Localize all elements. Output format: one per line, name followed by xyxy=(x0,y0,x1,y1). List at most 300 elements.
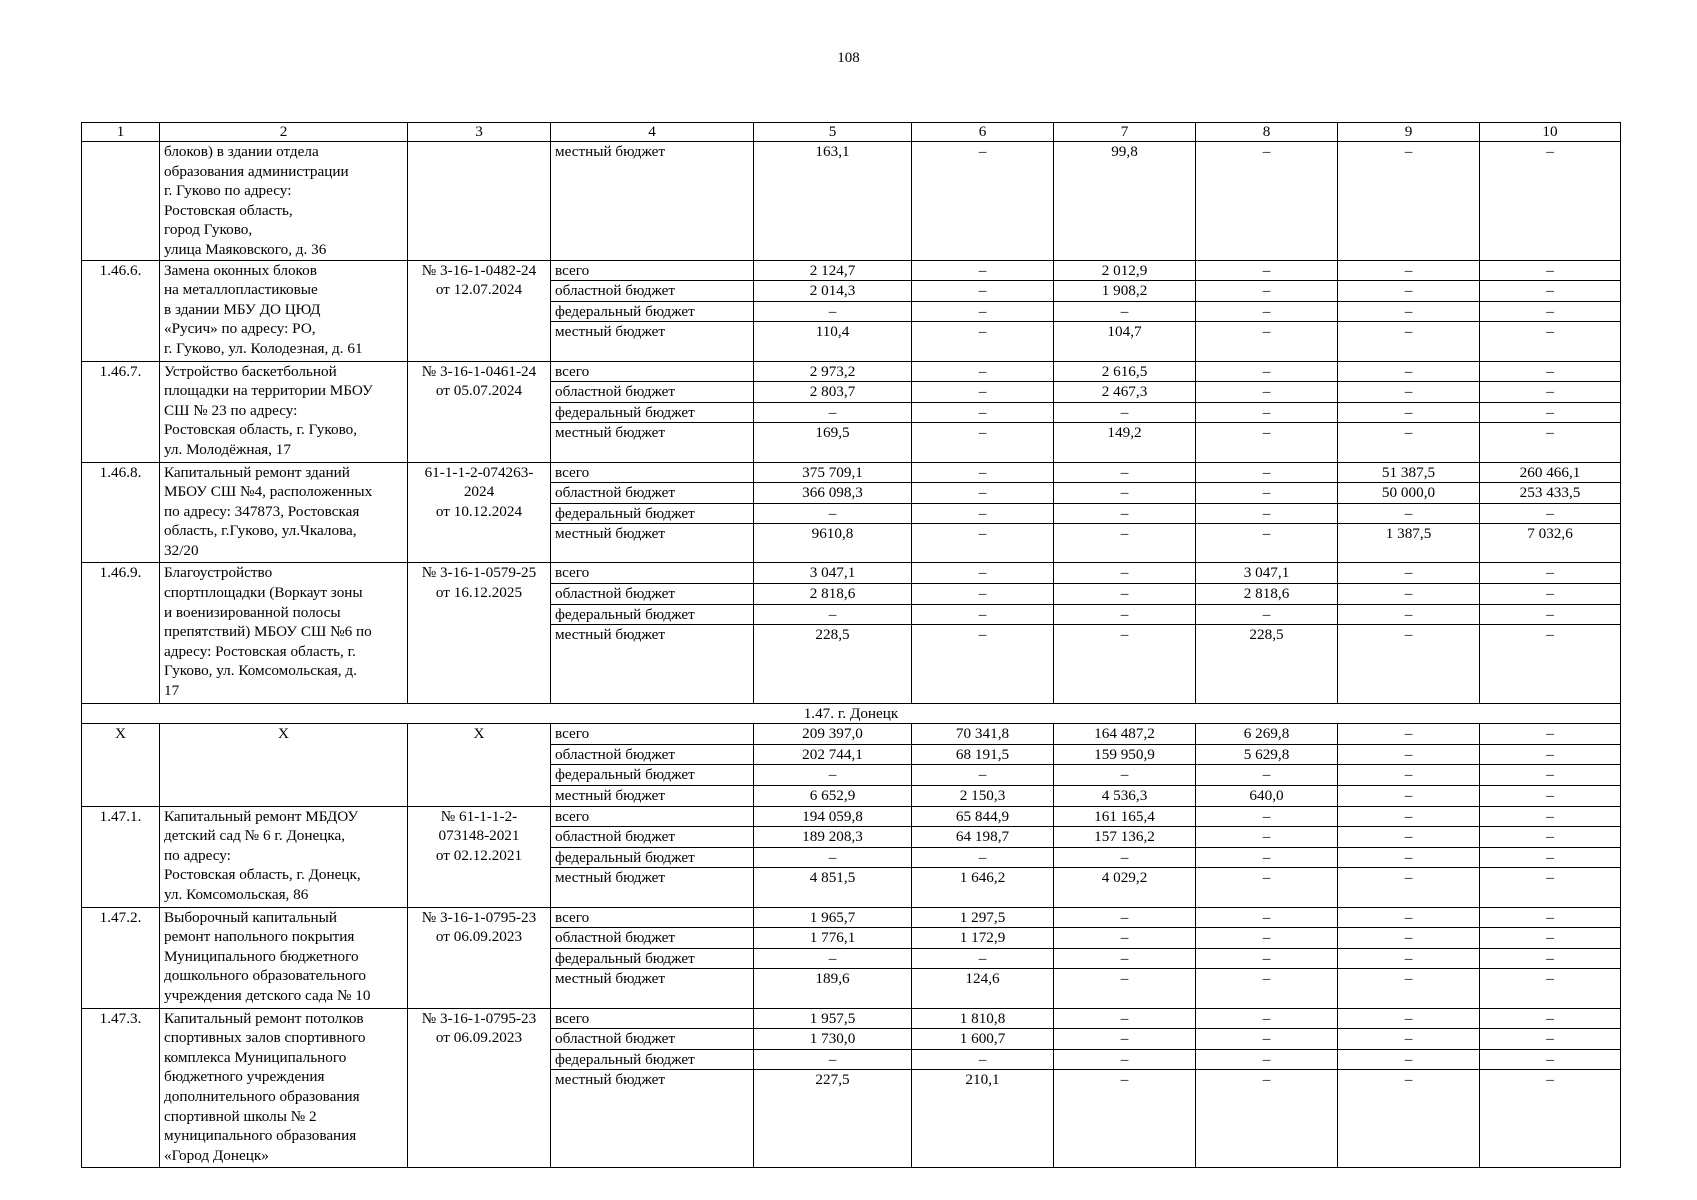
item-document xyxy=(408,361,551,462)
funding-source: местный бюджет xyxy=(551,969,754,1008)
amount-cell: – xyxy=(1480,301,1621,322)
amount-cell: 2 150,3 xyxy=(912,786,1054,807)
funding-source: федеральный бюджет xyxy=(551,604,754,625)
amount-cell: – xyxy=(1480,827,1621,848)
amount-cell: – xyxy=(1338,260,1480,281)
amount-cell: – xyxy=(754,948,912,969)
amount-cell: – xyxy=(1196,322,1338,361)
funding-source: местный бюджет xyxy=(551,625,754,703)
cell-line: Гуково, ул. Комсомольская, д. xyxy=(164,662,357,680)
amount-cell: 366 098,3 xyxy=(754,483,912,504)
amount-cell: – xyxy=(1196,524,1338,563)
amount-cell: – xyxy=(1338,402,1480,423)
table-row xyxy=(82,806,1621,827)
cell-line: 2024 xyxy=(463,483,495,501)
amount-cell: – xyxy=(754,402,912,423)
page-number: 108 xyxy=(837,50,860,66)
cell-line: от 05.07.2024 xyxy=(435,382,523,400)
amount-cell: 3 047,1 xyxy=(1196,563,1338,584)
amount-cell: – xyxy=(1480,868,1621,907)
amount-cell: 640,0 xyxy=(1196,786,1338,807)
amount-cell: – xyxy=(1338,382,1480,403)
amount-cell: – xyxy=(1338,281,1480,302)
item-name xyxy=(160,907,408,1008)
amount-cell: – xyxy=(1196,382,1338,403)
amount-cell: – xyxy=(912,402,1054,423)
amount-cell: – xyxy=(1338,1029,1480,1050)
cell-line: СШ № 23 по адресу: xyxy=(164,401,298,419)
amount-cell: – xyxy=(1480,765,1621,786)
amount-cell: 209 397,0 xyxy=(754,724,912,745)
amount-cell: – xyxy=(1054,1070,1196,1168)
cell-line: площадки на территории МБОУ xyxy=(164,382,373,400)
amount-cell: – xyxy=(1338,928,1480,949)
cell-line: «Русич» по адресу: РО, xyxy=(164,320,316,338)
amount-cell: 227,5 xyxy=(754,1070,912,1168)
amount-cell: 2 014,3 xyxy=(754,281,912,302)
amount-cell: – xyxy=(1054,563,1196,584)
table-row xyxy=(82,724,1621,745)
amount-cell: 228,5 xyxy=(1196,625,1338,703)
amount-cell: – xyxy=(1338,584,1480,605)
amount-cell: 169,5 xyxy=(754,423,912,462)
item-number: 1.46.6. xyxy=(82,260,160,361)
amount-cell: – xyxy=(1196,1008,1338,1029)
amount-cell: – xyxy=(754,1049,912,1070)
amount-cell: – xyxy=(1480,1029,1621,1050)
amount-cell: 5 629,8 xyxy=(1196,744,1338,765)
section-row xyxy=(82,703,1621,724)
cell-line: дошкольного образовательного xyxy=(164,967,367,985)
funding-source: местный бюджет xyxy=(551,524,754,563)
amount-cell: – xyxy=(1196,301,1338,322)
column-header: 1 xyxy=(82,123,160,142)
column-header: 9 xyxy=(1338,123,1480,142)
cell-line: Капитальный ремонт зданий xyxy=(164,463,350,481)
table-row xyxy=(82,142,1621,261)
amount-cell: – xyxy=(1338,1008,1480,1029)
amount-cell: – xyxy=(1054,765,1196,786)
amount-cell: – xyxy=(1196,503,1338,524)
amount-cell: – xyxy=(1054,907,1196,928)
amount-cell: – xyxy=(1054,969,1196,1008)
funding-source: всего xyxy=(551,724,754,745)
amount-cell: – xyxy=(1480,847,1621,868)
amount-cell: – xyxy=(1480,423,1621,462)
funding-source: местный бюджет xyxy=(551,322,754,361)
funding-source: федеральный бюджет xyxy=(551,503,754,524)
cell-line: блоков) в здании отдела xyxy=(164,143,319,160)
cell-line: ул. Молодёжная, 17 xyxy=(164,440,291,458)
item-name xyxy=(160,806,408,907)
funding-source: всего xyxy=(551,361,754,382)
funding-source: всего xyxy=(551,907,754,928)
cell-line: от 06.09.2023 xyxy=(435,928,523,946)
item-number: Х xyxy=(82,724,160,806)
amount-cell: – xyxy=(754,301,912,322)
amount-cell: – xyxy=(1480,260,1621,281)
item-number xyxy=(82,142,160,261)
funding-source: федеральный бюджет xyxy=(551,948,754,969)
amount-cell: 1 965,7 xyxy=(754,907,912,928)
funding-source: местный бюджет xyxy=(551,1070,754,1168)
cell-line: по адресу: xyxy=(164,846,231,864)
cell-line: адресу: Ростовская область, г. xyxy=(164,642,356,660)
funding-source: областной бюджет xyxy=(551,483,754,504)
amount-cell: – xyxy=(912,524,1054,563)
cell-line: дополнительного образования xyxy=(164,1087,360,1105)
column-header: 3 xyxy=(408,123,551,142)
cell-line: спортивной школы № 2 xyxy=(164,1107,317,1125)
amount-cell: 4 851,5 xyxy=(754,868,912,907)
amount-cell: 70 341,8 xyxy=(912,724,1054,745)
amount-cell: 1 810,8 xyxy=(912,1008,1054,1029)
amount-cell: – xyxy=(1054,402,1196,423)
amount-cell: – xyxy=(1338,969,1480,1008)
cell-line: Замена оконных блоков xyxy=(164,261,317,279)
column-header: 8 xyxy=(1196,123,1338,142)
amount-cell: – xyxy=(1338,1049,1480,1070)
cell-line: Капитальный ремонт МБДОУ xyxy=(164,807,359,825)
cell-line: учреждения детского сада № 10 xyxy=(164,986,371,1004)
amount-cell: – xyxy=(1196,948,1338,969)
amount-cell: – xyxy=(1480,786,1621,807)
amount-cell: – xyxy=(1480,625,1621,703)
amount-cell: – xyxy=(1196,423,1338,462)
table-row xyxy=(82,361,1621,382)
item-number: 1.46.7. xyxy=(82,361,160,462)
amount-cell: 1 387,5 xyxy=(1338,524,1480,563)
amount-cell: – xyxy=(1196,868,1338,907)
item-document xyxy=(408,462,551,563)
amount-cell: – xyxy=(1196,402,1338,423)
item-document xyxy=(408,724,551,806)
amount-cell: – xyxy=(1480,724,1621,745)
amount-cell: – xyxy=(1054,584,1196,605)
amount-cell: – xyxy=(1480,563,1621,584)
amount-cell: – xyxy=(912,142,1054,261)
amount-cell: 1 172,9 xyxy=(912,928,1054,949)
column-header-row xyxy=(82,123,1621,142)
cell-line: Благоустройство xyxy=(164,564,273,582)
amount-cell: 2 616,5 xyxy=(1054,361,1196,382)
amount-cell: – xyxy=(1338,604,1480,625)
funding-source: всего xyxy=(551,806,754,827)
amount-cell: 3 047,1 xyxy=(754,563,912,584)
amount-cell: – xyxy=(912,584,1054,605)
amount-cell: 2 818,6 xyxy=(1196,584,1338,605)
funding-source: федеральный бюджет xyxy=(551,1049,754,1070)
amount-cell: 202 744,1 xyxy=(754,744,912,765)
column-header: 7 xyxy=(1054,123,1196,142)
cell-line: от 12.07.2024 xyxy=(435,281,523,299)
section-title: 1.47. г. Донецк xyxy=(82,703,1621,724)
item-name xyxy=(160,563,408,703)
budget-table xyxy=(81,122,1621,1168)
amount-cell: – xyxy=(754,847,912,868)
cell-line: № 3-16-1-0461-24 xyxy=(421,362,537,380)
amount-cell: – xyxy=(1054,847,1196,868)
amount-cell: 1 776,1 xyxy=(754,928,912,949)
amount-cell: – xyxy=(1338,724,1480,745)
item-number: 1.46.8. xyxy=(82,462,160,563)
amount-cell: – xyxy=(1480,584,1621,605)
column-header: 4 xyxy=(551,123,754,142)
funding-source: областной бюджет xyxy=(551,1029,754,1050)
amount-cell: – xyxy=(912,260,1054,281)
amount-cell: – xyxy=(912,483,1054,504)
funding-source: всего xyxy=(551,1008,754,1029)
cell-line: № 61-1-1-2- xyxy=(440,807,518,825)
amount-cell: 64 198,7 xyxy=(912,827,1054,848)
amount-cell: 6 269,8 xyxy=(1196,724,1338,745)
amount-cell: – xyxy=(1054,503,1196,524)
cell-line: № 3-16-1-0579-25 xyxy=(421,564,537,582)
item-document xyxy=(408,142,551,261)
column-header: 10 xyxy=(1480,123,1621,142)
item-document xyxy=(408,806,551,907)
item-document xyxy=(408,563,551,703)
amount-cell: – xyxy=(1480,1049,1621,1070)
amount-cell: – xyxy=(912,423,1054,462)
amount-cell: – xyxy=(1338,142,1480,261)
amount-cell: – xyxy=(1196,281,1338,302)
item-name xyxy=(160,1008,408,1168)
amount-cell: – xyxy=(1338,625,1480,703)
cell-line: 61-1-1-2-074263- xyxy=(424,463,534,481)
amount-cell: – xyxy=(1196,462,1338,483)
amount-cell: 65 844,9 xyxy=(912,806,1054,827)
amount-cell: – xyxy=(912,604,1054,625)
cell-line: Капитальный ремонт потолков xyxy=(164,1009,364,1027)
amount-cell: – xyxy=(1196,361,1338,382)
item-name xyxy=(160,142,408,261)
cell-line: 073148-2021 xyxy=(438,827,520,845)
amount-cell: 68 191,5 xyxy=(912,744,1054,765)
amount-cell: 1 908,2 xyxy=(1054,281,1196,302)
amount-cell: – xyxy=(1054,301,1196,322)
amount-cell: 99,8 xyxy=(1054,142,1196,261)
amount-cell: 149,2 xyxy=(1054,423,1196,462)
amount-cell: – xyxy=(1338,907,1480,928)
amount-cell: 161 165,4 xyxy=(1054,806,1196,827)
amount-cell: – xyxy=(754,503,912,524)
amount-cell: – xyxy=(1338,322,1480,361)
cell-line: 32/20 xyxy=(164,541,199,559)
cell-line: № 3-16-1-0795-23 xyxy=(421,908,537,926)
amount-cell: 228,5 xyxy=(754,625,912,703)
amount-cell: 51 387,5 xyxy=(1338,462,1480,483)
cell-line: 17 xyxy=(164,682,180,700)
amount-cell: – xyxy=(1338,361,1480,382)
amount-cell: – xyxy=(1480,142,1621,261)
item-name xyxy=(160,724,408,806)
amount-cell: – xyxy=(912,625,1054,703)
amount-cell: 375 709,1 xyxy=(754,462,912,483)
amount-cell: 1 600,7 xyxy=(912,1029,1054,1050)
amount-cell: 210,1 xyxy=(912,1070,1054,1168)
amount-cell: – xyxy=(1338,806,1480,827)
amount-cell: 110,4 xyxy=(754,322,912,361)
amount-cell: 260 466,1 xyxy=(1480,462,1621,483)
amount-cell: – xyxy=(1480,969,1621,1008)
item-name xyxy=(160,260,408,361)
amount-cell: – xyxy=(1480,928,1621,949)
funding-source: местный бюджет xyxy=(551,868,754,907)
cell-line: спортплощадки (Воркаут зоны xyxy=(164,584,363,602)
amount-cell: 189 208,3 xyxy=(754,827,912,848)
amount-cell: – xyxy=(754,604,912,625)
amount-cell: – xyxy=(1196,827,1338,848)
cell-line: препятствий) МБОУ СШ №6 по xyxy=(164,623,372,641)
cell-line: Выборочный капитальный xyxy=(164,908,337,926)
amount-cell: – xyxy=(1338,503,1480,524)
funding-source: областной бюджет xyxy=(551,382,754,403)
amount-cell: 194 059,8 xyxy=(754,806,912,827)
amount-cell: – xyxy=(1054,524,1196,563)
cell-line: от 02.12.2021 xyxy=(435,846,523,864)
item-document xyxy=(408,907,551,1008)
amount-cell: – xyxy=(912,847,1054,868)
amount-cell: 2 973,2 xyxy=(754,361,912,382)
item-name xyxy=(160,462,408,563)
amount-cell: – xyxy=(1196,142,1338,261)
table-row xyxy=(82,1008,1621,1029)
cell-line: ремонт напольного покрытия xyxy=(164,928,355,946)
amount-cell: – xyxy=(912,361,1054,382)
amount-cell: – xyxy=(1196,260,1338,281)
amount-cell: – xyxy=(1480,806,1621,827)
amount-cell: – xyxy=(1480,322,1621,361)
item-document xyxy=(408,260,551,361)
cell-line: муниципального образования xyxy=(164,1127,357,1145)
amount-cell: 4 029,2 xyxy=(1054,868,1196,907)
cell-line: от 16.12.2025 xyxy=(435,584,523,602)
amount-cell: – xyxy=(1338,1070,1480,1168)
amount-cell: – xyxy=(1054,462,1196,483)
amount-cell: – xyxy=(1054,928,1196,949)
item-number: 1.46.9. xyxy=(82,563,160,703)
amount-cell: 1 297,5 xyxy=(912,907,1054,928)
table-body xyxy=(82,123,1621,1168)
amount-cell: 6 652,9 xyxy=(754,786,912,807)
amount-cell: – xyxy=(1054,625,1196,703)
cell-line: Х xyxy=(473,725,485,743)
cell-line: г. Гуково, ул. Колодезная, д. 61 xyxy=(164,339,363,357)
funding-source: всего xyxy=(551,563,754,584)
amount-cell: – xyxy=(1338,948,1480,969)
column-header: 6 xyxy=(912,123,1054,142)
amount-cell: – xyxy=(1196,847,1338,868)
cell-line: г. Гуково по адресу: xyxy=(164,182,292,200)
cell-line: область, г.Гуково, ул.Чкалова, xyxy=(164,522,357,540)
funding-source: областной бюджет xyxy=(551,584,754,605)
amount-cell: – xyxy=(912,322,1054,361)
funding-source: областной бюджет xyxy=(551,744,754,765)
amount-cell: – xyxy=(912,382,1054,403)
amount-cell: – xyxy=(1196,907,1338,928)
amount-cell: – xyxy=(1054,1008,1196,1029)
funding-source: областной бюджет xyxy=(551,281,754,302)
amount-cell: – xyxy=(1338,786,1480,807)
amount-cell: – xyxy=(1196,483,1338,504)
amount-cell: 4 536,3 xyxy=(1054,786,1196,807)
funding-source: всего xyxy=(551,462,754,483)
cell-line: ул. Комсомольская, 86 xyxy=(164,885,309,903)
amount-cell: – xyxy=(1338,744,1480,765)
funding-source: местный бюджет xyxy=(551,142,754,261)
amount-cell: – xyxy=(1480,361,1621,382)
amount-cell: 189,6 xyxy=(754,969,912,1008)
funding-source: федеральный бюджет xyxy=(551,765,754,786)
amount-cell: 1 646,2 xyxy=(912,868,1054,907)
cell-line: Ростовская область, xyxy=(164,201,293,219)
table-row xyxy=(82,462,1621,483)
amount-cell: 159 950,9 xyxy=(1054,744,1196,765)
amount-cell: – xyxy=(1196,1070,1338,1168)
amount-cell: – xyxy=(1338,847,1480,868)
amount-cell: – xyxy=(1480,503,1621,524)
amount-cell: 9610,8 xyxy=(754,524,912,563)
amount-cell: – xyxy=(1338,765,1480,786)
amount-cell: 163,1 xyxy=(754,142,912,261)
amount-cell: – xyxy=(912,765,1054,786)
cell-line: по адресу: 347873, Ростовская xyxy=(164,502,360,520)
cell-line: № 3-16-1-0795-23 xyxy=(421,1009,537,1027)
cell-line: спортивных залов спортивного xyxy=(164,1029,366,1047)
cell-line: улица Маяковского, д. 36 xyxy=(164,240,327,258)
amount-cell: – xyxy=(1054,1049,1196,1070)
amount-cell: 2 803,7 xyxy=(754,382,912,403)
amount-cell: – xyxy=(754,765,912,786)
item-number: 1.47.3. xyxy=(82,1008,160,1168)
amount-cell: 124,6 xyxy=(912,969,1054,1008)
column-header: 5 xyxy=(754,123,912,142)
column-header: 2 xyxy=(160,123,408,142)
item-number: 1.47.1. xyxy=(82,806,160,907)
amount-cell: – xyxy=(1338,423,1480,462)
item-number: 1.47.2. xyxy=(82,907,160,1008)
amount-cell: – xyxy=(1196,806,1338,827)
cell-line: на металлопластиковые xyxy=(164,281,318,299)
amount-cell: 1 957,5 xyxy=(754,1008,912,1029)
amount-cell: 2 818,6 xyxy=(754,584,912,605)
amount-cell: – xyxy=(912,1049,1054,1070)
amount-cell: – xyxy=(1196,1029,1338,1050)
amount-cell: – xyxy=(1480,948,1621,969)
table-row xyxy=(82,563,1621,584)
amount-cell: 2 467,3 xyxy=(1054,382,1196,403)
funding-source: федеральный бюджет xyxy=(551,847,754,868)
amount-cell: – xyxy=(1054,483,1196,504)
amount-cell: – xyxy=(912,301,1054,322)
amount-cell: – xyxy=(1338,868,1480,907)
amount-cell: – xyxy=(912,281,1054,302)
amount-cell: – xyxy=(912,948,1054,969)
amount-cell: – xyxy=(912,563,1054,584)
amount-cell: – xyxy=(1196,928,1338,949)
funding-source: всего xyxy=(551,260,754,281)
table-row xyxy=(82,907,1621,928)
amount-cell: – xyxy=(1480,1008,1621,1029)
funding-source: областной бюджет xyxy=(551,827,754,848)
cell-line: образования администрации xyxy=(164,162,349,180)
amount-cell: – xyxy=(1480,402,1621,423)
amount-cell: – xyxy=(1196,969,1338,1008)
amount-cell: 253 433,5 xyxy=(1480,483,1621,504)
amount-cell: – xyxy=(912,462,1054,483)
funding-source: местный бюджет xyxy=(551,786,754,807)
